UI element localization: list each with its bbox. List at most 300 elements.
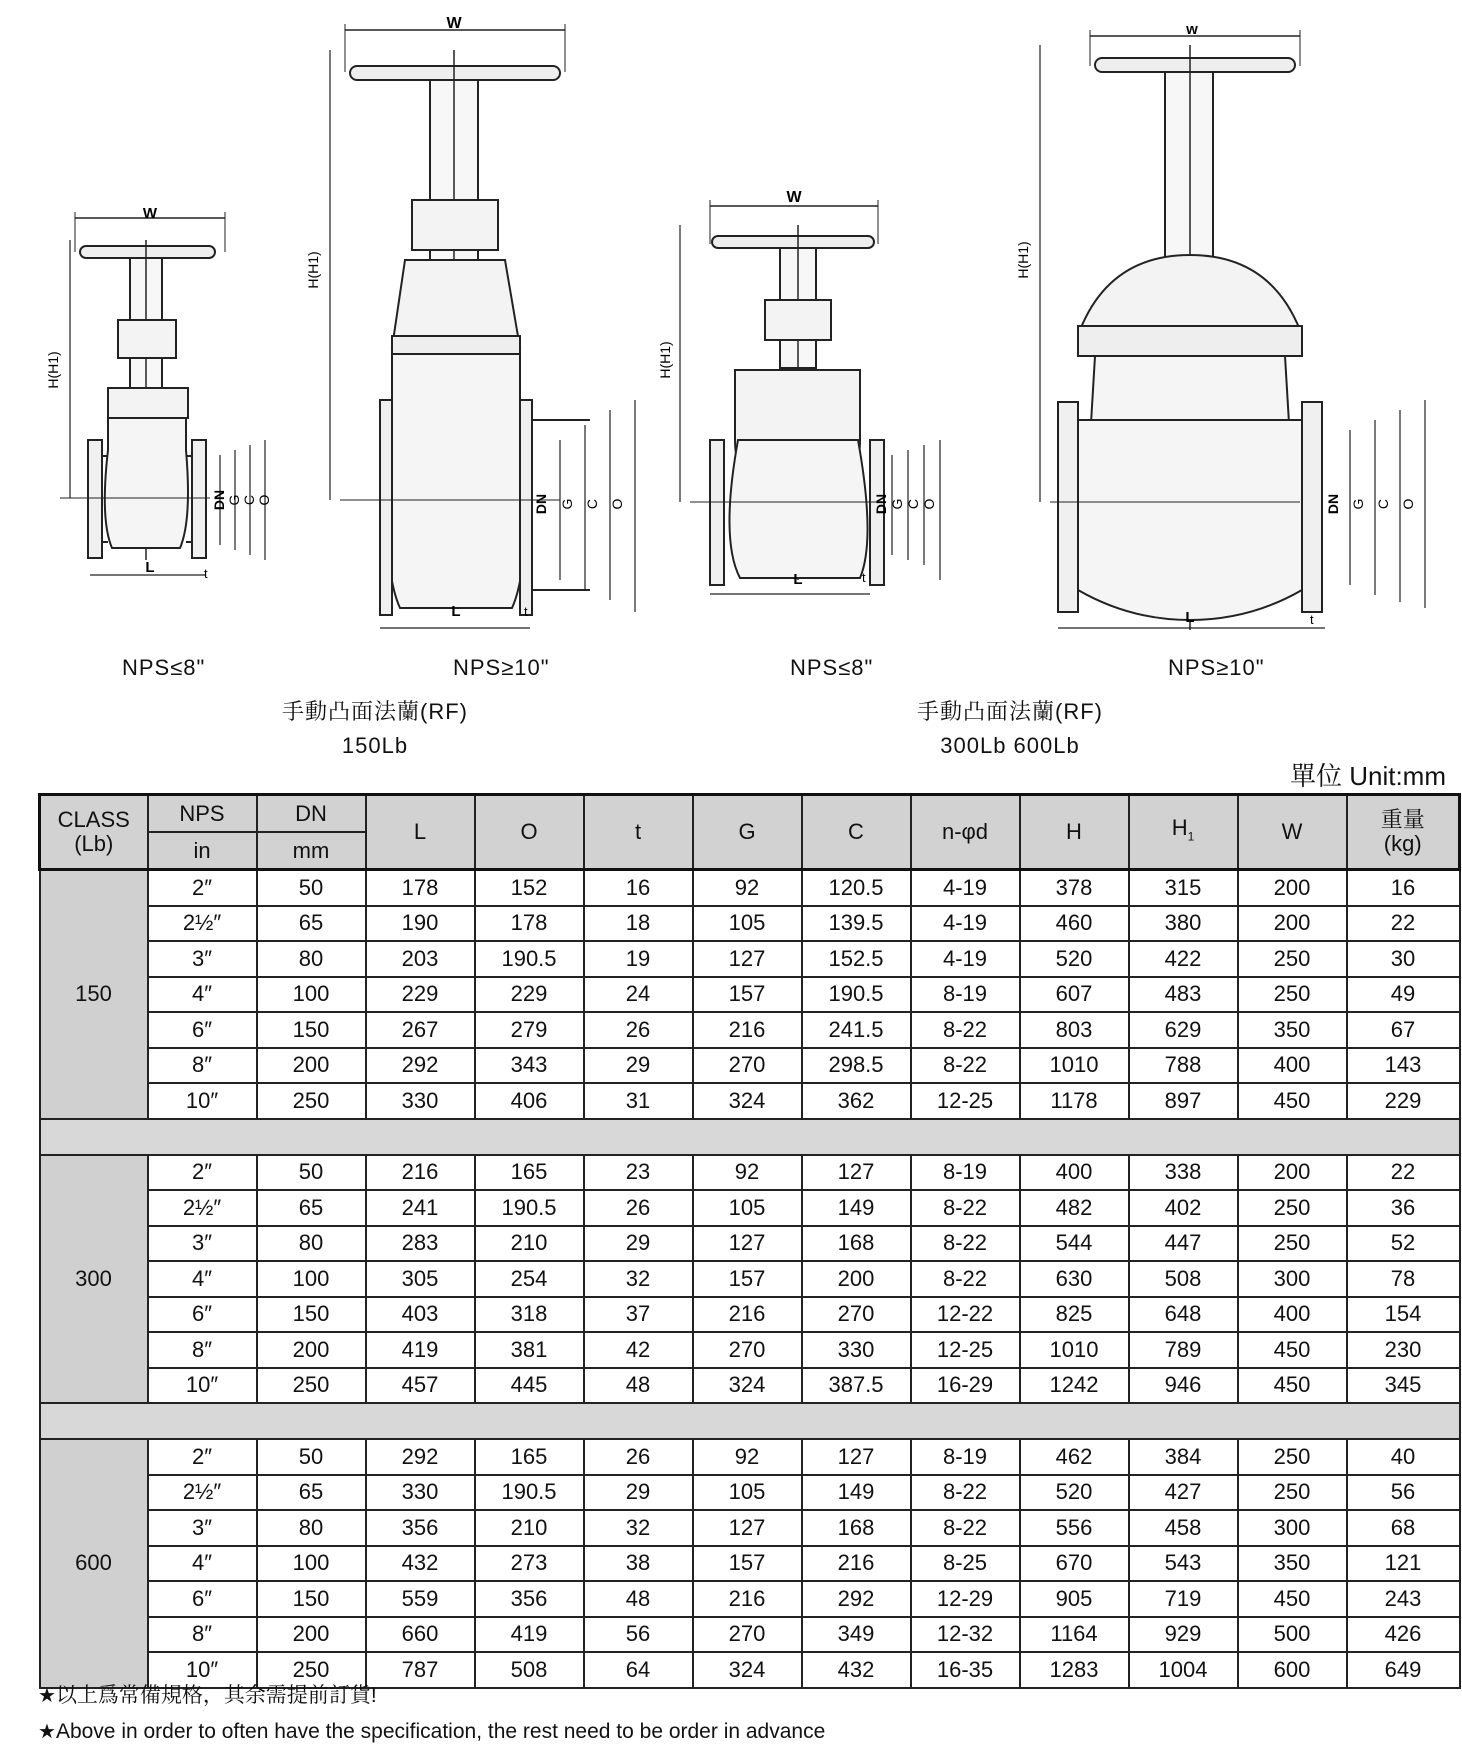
table-cell: 65 (257, 906, 366, 942)
table-cell: 8″ (148, 1617, 257, 1653)
table-cell: 400 (1020, 1155, 1129, 1191)
table-cell: 56 (1347, 1475, 1460, 1511)
table-cell: 450 (1238, 1083, 1347, 1119)
table-cell: 292 (802, 1581, 911, 1617)
table-cell: 200 (1238, 906, 1347, 942)
class-separator-row (40, 1403, 1460, 1439)
table-cell: 152.5 (802, 941, 911, 977)
drawing-2-g: G (559, 498, 575, 510)
table-cell: 380 (1129, 906, 1238, 942)
table-cell: 6″ (148, 1581, 257, 1617)
table-cell: 559 (366, 1581, 475, 1617)
header-h: H (1020, 795, 1129, 870)
table-cell: 279 (475, 1012, 584, 1048)
table-cell: 4″ (148, 1546, 257, 1582)
table-cell: 450 (1238, 1581, 1347, 1617)
table-cell: 292 (366, 1048, 475, 1084)
table-cell: 349 (802, 1617, 911, 1653)
class-separator-row (40, 1119, 1460, 1155)
table-cell: 381 (475, 1332, 584, 1368)
table-cell: 216 (366, 1155, 475, 1191)
table-cell: 56 (584, 1617, 693, 1653)
table-cell: 65 (257, 1190, 366, 1226)
table-cell: 556 (1020, 1510, 1129, 1546)
drawing-150-small (60, 212, 265, 575)
table-cell: 250 (1238, 977, 1347, 1013)
table-cell: 105 (693, 1190, 802, 1226)
table-cell: 150 (257, 1012, 366, 1048)
table-cell: 36 (1347, 1190, 1460, 1226)
table-cell: 23 (584, 1155, 693, 1191)
drawing-4-o: O (1400, 498, 1416, 510)
table-cell: 230 (1347, 1332, 1460, 1368)
table-cell: 338 (1129, 1155, 1238, 1191)
table-cell: 500 (1238, 1617, 1347, 1653)
table-cell: 241.5 (802, 1012, 911, 1048)
unit-label: 單位 Unit:mm (1289, 761, 1446, 791)
table-cell: 139.5 (802, 906, 911, 942)
table-cell: 216 (693, 1581, 802, 1617)
table-cell: 157 (693, 1546, 802, 1582)
table-cell: 24 (584, 977, 693, 1013)
header-class-label: CLASS (57, 807, 130, 832)
table-cell: 157 (693, 1261, 802, 1297)
table-cell: 229 (366, 977, 475, 1013)
table-cell: 315 (1129, 870, 1238, 906)
table-cell: 283 (366, 1226, 475, 1262)
table-cell: 400 (1238, 1297, 1347, 1333)
table-cell: 8-22 (911, 1012, 1020, 1048)
table-cell: 482 (1020, 1190, 1129, 1226)
header-dn-unit: mm (257, 832, 366, 870)
drawing-4-dn: DN (1325, 493, 1341, 515)
table-cell: 406 (475, 1083, 584, 1119)
table-cell: 32 (584, 1510, 693, 1546)
header-h1-sub: 1 (1187, 829, 1195, 844)
drawing-1-w: W (142, 205, 158, 222)
table-cell: 200 (257, 1048, 366, 1084)
table-cell: 29 (584, 1048, 693, 1084)
table-cell: 12-32 (911, 1617, 1020, 1653)
table-cell: 2″ (148, 1439, 257, 1475)
table-cell: 49 (1347, 977, 1460, 1013)
table-cell: 150 (257, 1297, 366, 1333)
table-cell: 48 (584, 1581, 693, 1617)
table-row (40, 870, 1460, 906)
header-weight-unit: (kg) (1383, 831, 1422, 856)
table-cell: 6″ (148, 1297, 257, 1333)
drawing-2-t: t (524, 604, 528, 619)
table-cell: 210 (475, 1226, 584, 1262)
drawing-2-o: O (609, 498, 625, 510)
header-t: t (584, 795, 693, 870)
table-row (40, 1083, 1460, 1119)
table-cell: 22 (1347, 1155, 1460, 1191)
table-row (40, 1546, 1460, 1582)
table-cell: 267 (366, 1012, 475, 1048)
table-header (40, 795, 1460, 870)
table-row (40, 906, 1460, 942)
drawing-2-c: C (584, 498, 600, 510)
table-row (40, 1261, 1460, 1297)
table-cell: 190 (366, 906, 475, 942)
table-cell: 121 (1347, 1546, 1460, 1582)
table-cell: 4-19 (911, 941, 1020, 977)
table-cell: 8-22 (911, 1048, 1020, 1084)
table-cell: 16-29 (911, 1368, 1020, 1404)
table-cell: 1242 (1020, 1368, 1129, 1404)
table-cell: 670 (1020, 1546, 1129, 1582)
table-cell: 3″ (148, 1226, 257, 1262)
class-cell: 600 (40, 1439, 148, 1688)
table-cell: 508 (475, 1652, 584, 1688)
table-cell: 324 (693, 1083, 802, 1119)
table-cell: 330 (366, 1083, 475, 1119)
drawing-3-o: O (921, 498, 937, 510)
group-150-subtitle: 150Lb (341, 733, 409, 758)
table-cell: 520 (1020, 941, 1129, 977)
drawing-2-l: L (451, 603, 461, 620)
table-cell: 803 (1020, 1012, 1129, 1048)
drawing-4-g: G (1350, 498, 1366, 510)
table-cell: 127 (693, 1510, 802, 1546)
table-cell: 150 (257, 1581, 366, 1617)
table-cell: 4-19 (911, 906, 1020, 942)
table-cell: 520 (1020, 1475, 1129, 1511)
drawing-3-g: G (889, 498, 905, 510)
table-cell: 29 (584, 1475, 693, 1511)
table-cell: 400 (1238, 1048, 1347, 1084)
table-cell: 330 (366, 1475, 475, 1511)
table-row (40, 1226, 1460, 1262)
table-cell: 22 (1347, 906, 1460, 942)
table-cell: 48 (584, 1368, 693, 1404)
table-row (40, 1048, 1460, 1084)
table-cell: 543 (1129, 1546, 1238, 1582)
table-cell: 10″ (148, 1652, 257, 1688)
table-cell: 273 (475, 1546, 584, 1582)
table-cell: 200 (1238, 1155, 1347, 1191)
table-cell: 350 (1238, 1012, 1347, 1048)
table-cell: 788 (1129, 1048, 1238, 1084)
table-cell: 250 (257, 1083, 366, 1119)
class-separator (40, 1403, 1460, 1439)
table-cell: 6″ (148, 1012, 257, 1048)
table-cell: 789 (1129, 1332, 1238, 1368)
drawing-4-h: H(H1) (1015, 241, 1031, 279)
table-cell: 447 (1129, 1226, 1238, 1262)
table-cell: 1283 (1020, 1652, 1129, 1688)
class-cell: 300 (40, 1155, 148, 1404)
table-cell: 65 (257, 1475, 366, 1511)
table-cell: 42 (584, 1332, 693, 1368)
table-cell: 630 (1020, 1261, 1129, 1297)
table-cell: 203 (366, 941, 475, 977)
drawing-1-c: C (241, 494, 257, 506)
table-cell: 178 (475, 906, 584, 942)
table-cell: 3″ (148, 941, 257, 977)
table-cell: 8-22 (911, 1510, 1020, 1546)
table-cell: 143 (1347, 1048, 1460, 1084)
table-cell: 250 (1238, 941, 1347, 977)
table-cell: 427 (1129, 1475, 1238, 1511)
drawing-2-w: W (446, 15, 462, 32)
header-g: G (693, 795, 802, 870)
table-cell: 154 (1347, 1297, 1460, 1333)
caption-300-large: NPS≥10" (1168, 655, 1265, 680)
table-cell: 80 (257, 1226, 366, 1262)
table-cell: 38 (584, 1546, 693, 1582)
table-cell: 719 (1129, 1581, 1238, 1617)
table-cell: 292 (366, 1439, 475, 1475)
table-cell: 40 (1347, 1439, 1460, 1475)
header-h1-label: H (1171, 814, 1188, 840)
table-row (40, 1581, 1460, 1617)
table-cell: 2½″ (148, 1190, 257, 1226)
header-weight-label: 重量 (1380, 807, 1425, 832)
header-nd: n-φd (911, 795, 1020, 870)
table-cell: 8-22 (911, 1261, 1020, 1297)
table-cell: 345 (1347, 1368, 1460, 1404)
drawing-1-o: O (256, 494, 272, 506)
table-cell: 31 (584, 1083, 693, 1119)
table-cell: 127 (693, 1226, 802, 1262)
table-cell: 8-25 (911, 1546, 1020, 1582)
drawing-3-dn: DN (873, 493, 889, 515)
table-cell: 100 (257, 977, 366, 1013)
table-cell: 10″ (148, 1368, 257, 1404)
table-cell: 92 (693, 870, 802, 906)
table-cell: 105 (693, 1475, 802, 1511)
group-300-600 (870, 695, 1150, 763)
table-cell: 100 (257, 1261, 366, 1297)
table-cell: 384 (1129, 1439, 1238, 1475)
table-cell: 318 (475, 1297, 584, 1333)
header-h1 (1129, 795, 1238, 870)
table-cell: 8-22 (911, 1226, 1020, 1262)
table-cell: 457 (366, 1368, 475, 1404)
table-cell: 200 (802, 1261, 911, 1297)
table-row (40, 1012, 1460, 1048)
table-cell: 350 (1238, 1546, 1347, 1582)
table-cell: 78 (1347, 1261, 1460, 1297)
table-cell: 460 (1020, 906, 1129, 942)
drawing-1-h: H(H1) (45, 351, 61, 389)
drawing-300-large (1040, 30, 1425, 630)
table-cell: 4-19 (911, 870, 1020, 906)
star-icon: ★ (38, 1685, 56, 1707)
table-cell: 462 (1020, 1439, 1129, 1475)
table-cell: 825 (1020, 1297, 1129, 1333)
drawing-4-w: w (1186, 21, 1198, 38)
table-cell: 216 (802, 1546, 911, 1582)
table-cell: 897 (1129, 1083, 1238, 1119)
table-row (40, 1155, 1460, 1191)
table-cell: 426 (1347, 1617, 1460, 1653)
table-cell: 168 (802, 1510, 911, 1546)
drawing-3-t: t (862, 570, 866, 585)
table-cell: 16-35 (911, 1652, 1020, 1688)
class-separator (40, 1119, 1460, 1155)
table-cell: 402 (1129, 1190, 1238, 1226)
table-row (40, 1617, 1460, 1653)
header-o: O (475, 795, 584, 870)
table-cell: 1004 (1129, 1652, 1238, 1688)
table-row (40, 1510, 1460, 1546)
table-cell: 190.5 (475, 941, 584, 977)
group-150 (240, 695, 510, 763)
table-cell: 600 (1238, 1652, 1347, 1688)
table-cell: 330 (802, 1332, 911, 1368)
table-cell: 324 (693, 1652, 802, 1688)
table-cell: 250 (257, 1368, 366, 1404)
table-cell: 200 (257, 1332, 366, 1368)
drawing-3-l: L (793, 571, 803, 588)
drawing-2-dn: DN (533, 493, 549, 515)
table-cell: 305 (366, 1261, 475, 1297)
table-cell: 362 (802, 1083, 911, 1119)
table-cell: 270 (693, 1332, 802, 1368)
table-cell: 432 (366, 1546, 475, 1582)
table-cell: 229 (475, 977, 584, 1013)
table-cell: 458 (1129, 1510, 1238, 1546)
table-cell: 50 (257, 870, 366, 906)
table-cell: 37 (584, 1297, 693, 1333)
table-cell: 450 (1238, 1368, 1347, 1404)
table-cell: 216 (693, 1012, 802, 1048)
drawing-1-l: L (145, 559, 155, 576)
table-cell: 2″ (148, 870, 257, 906)
table-cell: 26 (584, 1012, 693, 1048)
drawing-2-h: H(H1) (305, 251, 321, 289)
table-cell: 629 (1129, 1012, 1238, 1048)
table-cell: 92 (693, 1439, 802, 1475)
class-cell: 150 (40, 870, 148, 1119)
drawing-3-w: W (786, 189, 802, 206)
table-row (40, 941, 1460, 977)
table-cell: 254 (475, 1261, 584, 1297)
table-cell: 8″ (148, 1332, 257, 1368)
table-cell: 10″ (148, 1083, 257, 1119)
table-cell: 343 (475, 1048, 584, 1084)
drawing-4-c: C (1375, 498, 1391, 510)
spec-table (38, 793, 1461, 1689)
table-cell: 100 (257, 1546, 366, 1582)
table-cell: 12-25 (911, 1083, 1020, 1119)
table-cell: 200 (257, 1617, 366, 1653)
table-cell: 419 (475, 1617, 584, 1653)
drawing-1-g: G (226, 494, 242, 506)
table-cell: 12-22 (911, 1297, 1020, 1333)
caption-150-large: NPS≥10" (453, 655, 550, 680)
header-dn: DN (257, 795, 366, 833)
table-cell: 127 (802, 1439, 911, 1475)
table-row (40, 1475, 1460, 1511)
drawing-1-dn: DN (211, 489, 227, 511)
table-cell: 1010 (1020, 1332, 1129, 1368)
table-cell: 905 (1020, 1581, 1129, 1617)
table-cell: 2½″ (148, 1475, 257, 1511)
table-cell: 190.5 (802, 977, 911, 1013)
table-cell: 80 (257, 941, 366, 977)
table-cell: 216 (693, 1297, 802, 1333)
table-cell: 450 (1238, 1332, 1347, 1368)
note-1 (38, 1678, 825, 1714)
table-cell: 165 (475, 1155, 584, 1191)
table-cell: 4″ (148, 1261, 257, 1297)
table-row (40, 1368, 1460, 1404)
table-cell: 210 (475, 1510, 584, 1546)
table-cell: 19 (584, 941, 693, 977)
table-cell: 270 (802, 1297, 911, 1333)
star-icon: ★ (38, 1721, 56, 1743)
header-w: W (1238, 795, 1347, 870)
table-row (40, 1297, 1460, 1333)
table-row (40, 977, 1460, 1013)
table-cell: 67 (1347, 1012, 1460, 1048)
drawing-4-t: t (1310, 612, 1314, 627)
table-cell: 946 (1129, 1368, 1238, 1404)
table-cell: 250 (257, 1652, 366, 1688)
table-cell: 64 (584, 1652, 693, 1688)
table-cell: 92 (693, 1155, 802, 1191)
table-cell: 29 (584, 1226, 693, 1262)
table-cell: 50 (257, 1439, 366, 1475)
header-class-unit: (Lb) (74, 831, 114, 856)
caption-300-small: NPS≤8" (790, 655, 874, 680)
table-cell: 80 (257, 1510, 366, 1546)
table-cell: 152 (475, 870, 584, 906)
table-cell: 508 (1129, 1261, 1238, 1297)
table-cell: 30 (1347, 941, 1460, 977)
valve-drawings (0, 0, 1462, 758)
table-cell: 929 (1129, 1617, 1238, 1653)
table-cell: 787 (366, 1652, 475, 1688)
table-body (40, 870, 1460, 1688)
table-cell: 250 (1238, 1439, 1347, 1475)
table-cell: 127 (693, 941, 802, 977)
table-cell: 241 (366, 1190, 475, 1226)
table-cell: 190.5 (475, 1475, 584, 1511)
note-2-text: Above in order to often have the specification, the rest need to be order in advance (55, 1720, 826, 1743)
table-cell: 8-22 (911, 1190, 1020, 1226)
table-cell: 200 (1238, 870, 1347, 906)
table-cell: 26 (584, 1439, 693, 1475)
table-cell: 356 (475, 1581, 584, 1617)
table-cell: 419 (366, 1332, 475, 1368)
table-cell: 445 (475, 1368, 584, 1404)
drawing-4-l: L (1185, 609, 1195, 626)
header-l: L (366, 795, 475, 870)
table-cell: 12-29 (911, 1581, 1020, 1617)
header-nps-unit: in (148, 832, 257, 870)
table-cell: 8-19 (911, 1439, 1020, 1475)
table-cell: 607 (1020, 977, 1129, 1013)
table-cell: 660 (366, 1617, 475, 1653)
table-row (40, 1332, 1460, 1368)
table-cell: 8-19 (911, 977, 1020, 1013)
table-cell: 300 (1238, 1261, 1347, 1297)
valve-drawings-svg (0, 0, 1462, 700)
table-cell: 243 (1347, 1581, 1460, 1617)
table-cell: 2½″ (148, 906, 257, 942)
group-300-600-subtitle: 300Lb 600Lb (940, 733, 1080, 758)
group-150-title: 手動凸面法蘭(RF) (282, 699, 468, 724)
table-cell: 32 (584, 1261, 693, 1297)
table-cell: 250 (1238, 1190, 1347, 1226)
table-cell: 4″ (148, 977, 257, 1013)
table-cell: 52 (1347, 1226, 1460, 1262)
